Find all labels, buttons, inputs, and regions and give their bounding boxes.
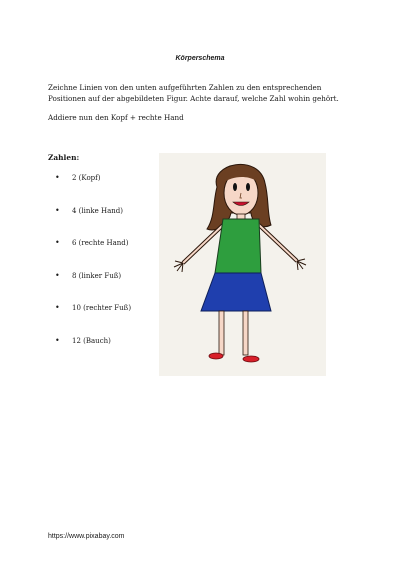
right-arm-inner xyxy=(259,225,297,261)
numbers-heading: Zahlen: xyxy=(48,153,80,162)
bullet: • xyxy=(55,270,60,280)
list-item xyxy=(48,304,131,337)
bullet: • xyxy=(55,335,60,345)
list-item-label: 6 (rechte Hand) xyxy=(72,239,129,248)
list-item xyxy=(48,174,131,207)
list-item-label: 10 (rechter Fuß) xyxy=(72,304,132,313)
left-shoe xyxy=(209,353,223,359)
bullet: • xyxy=(55,205,60,215)
list-item xyxy=(48,337,131,370)
left-leg xyxy=(219,311,224,355)
list-item-label: 12 (Bauch) xyxy=(72,336,111,345)
list-item xyxy=(48,239,131,272)
source-link[interactable]: https://www.pixabay.com xyxy=(48,533,125,540)
shirt xyxy=(215,219,261,273)
bullet: • xyxy=(55,303,60,313)
bullet: • xyxy=(55,173,60,182)
skirt xyxy=(201,273,271,311)
bullet: • xyxy=(55,238,60,248)
stick-figure-drawing xyxy=(159,153,326,376)
list-item xyxy=(48,272,131,305)
left-hand xyxy=(174,261,183,272)
task-text: Addiere nun den Kopf + rechte Hand xyxy=(48,113,184,122)
figure-drawing-photo xyxy=(159,153,326,376)
list-item xyxy=(48,207,131,240)
instructions: Zeichne Linien von den unten aufgeführten Zahlen zu den entsprechenden Positionen auf der abgebildeten Figur. Achte darauf, welche Zahl wohin gehört. xyxy=(48,83,339,103)
right-eye xyxy=(246,183,250,191)
right-hand xyxy=(297,259,306,270)
page-title: Körperschema xyxy=(175,55,225,62)
list-item-label: 4 (linke Hand) xyxy=(72,206,124,215)
numbers-list xyxy=(48,174,131,370)
right-shoe xyxy=(243,356,259,362)
list-item-label: 2 (Kopf) xyxy=(72,174,101,182)
right-leg xyxy=(243,311,248,355)
list-item-label: 8 (linker Fuß) xyxy=(72,271,122,280)
left-eye xyxy=(233,183,237,191)
